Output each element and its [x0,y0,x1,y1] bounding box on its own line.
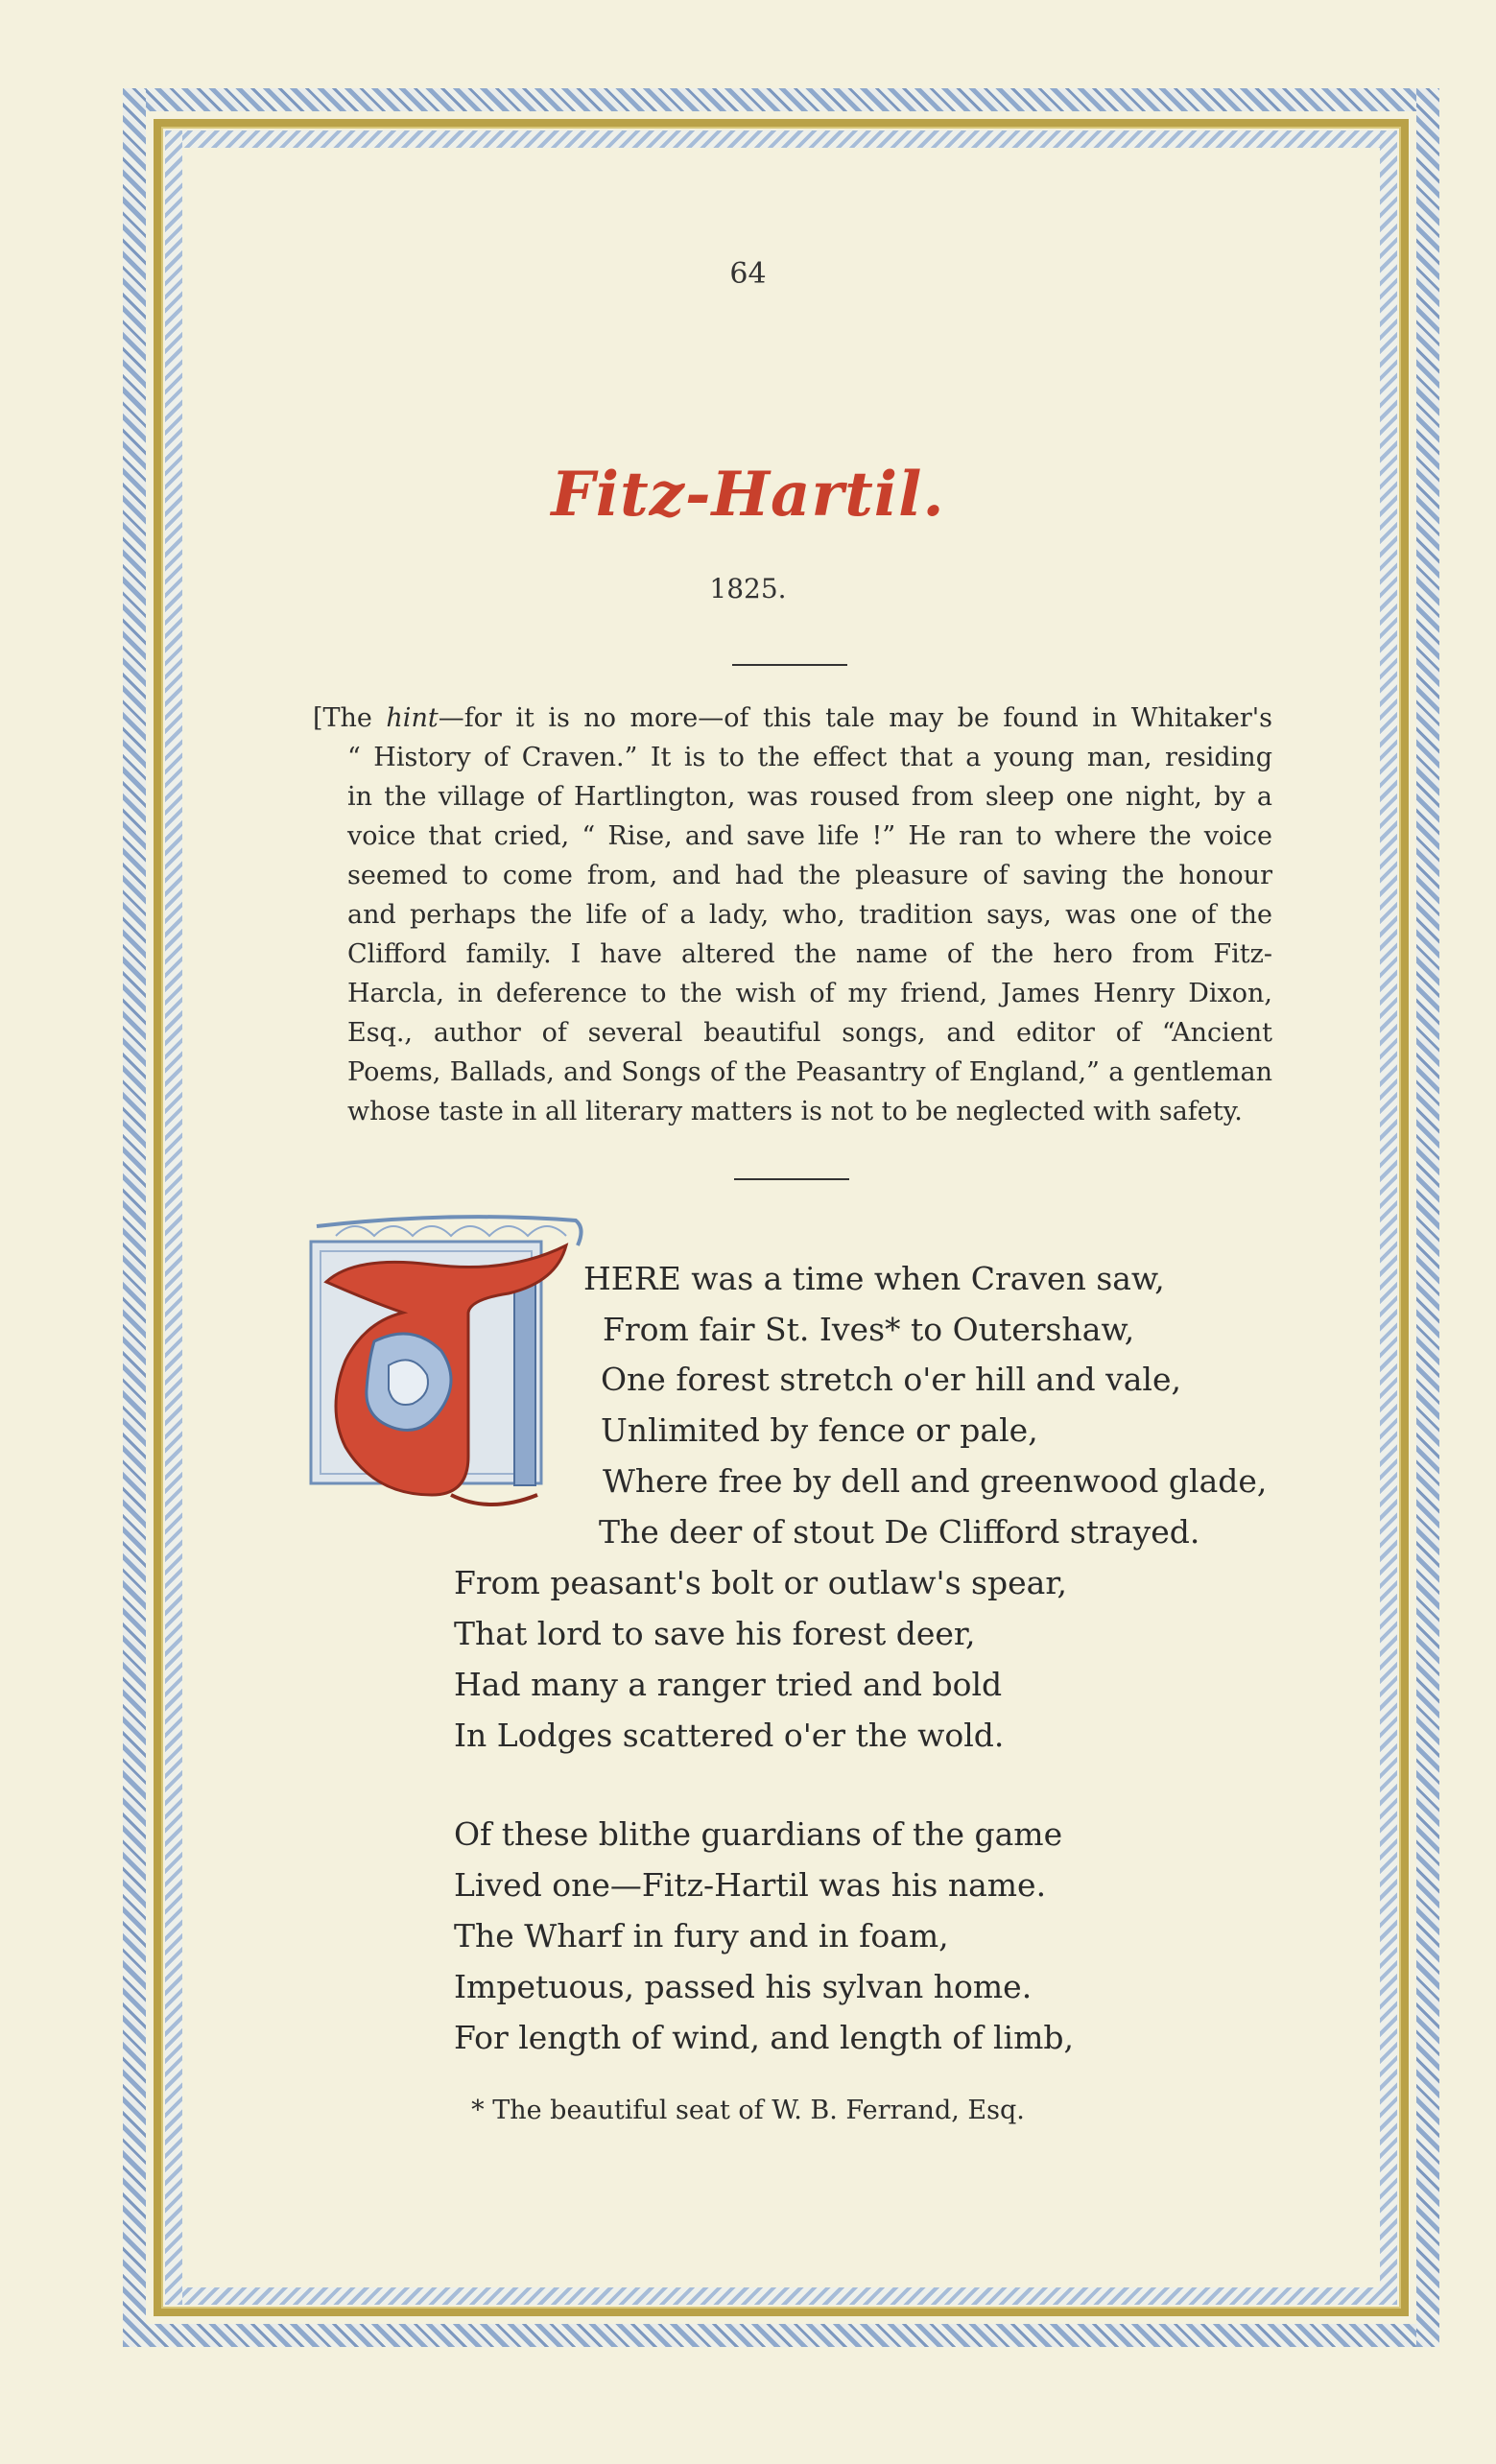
poem-title: Fitz-Hartil. [551,459,945,531]
illuminated-initial-T-icon [297,1207,595,1528]
poem-line: Of these blithe guardians of the game [454,1815,1063,1853]
intro-line: voice that cried, “ Rise, and save life !” He ran to where the voice [347,821,1272,851]
poem-line: That lord to save his forest deer, [454,1615,976,1652]
poem-line: One forest stretch o'er hill and vale, [601,1361,1181,1398]
footnote: * The beautiful seat of W. B. Ferrand, Esq. [471,2096,1025,2125]
intro-line: in the village of Hartlington, was roused from sleep one night, by a [347,782,1272,812]
border-ornament-top [123,88,1439,111]
poem-line: Unlimited by fence or pale, [601,1411,1038,1449]
poem-line: The deer of stout De Clifford strayed. [599,1513,1200,1551]
poem-line: Had many a ranger tried and bold [454,1666,1003,1703]
intro-line: and perhaps the life of a lady, who, tradition says, was one of the [347,900,1272,930]
poem-line: From fair St. Ives* to Outershaw, [603,1311,1135,1348]
poem-line: Where free by dell and greenwood glade, [603,1462,1268,1500]
border-ornament-bottom [123,2324,1439,2347]
inner-ornament-left [165,130,182,2305]
inner-ornament-bottom [165,2287,1397,2305]
poem-line: From peasant's bolt or outlaw's spear, [454,1564,1067,1601]
poem-line: HERE was a time when Craven saw, [583,1260,1165,1297]
intro-line: Esq., author of several beautiful songs, and editor of “Ancient [347,1018,1272,1048]
divider-rule [734,1178,849,1180]
divider-rule [732,664,847,666]
border-ornament-right [1416,88,1439,2347]
intro-line: Harcla, in deference to the wish of my friend, James Henry Dixon, [347,979,1272,1008]
page-number: 64 [729,257,767,291]
poem-line: For length of wind, and length of limb, [454,2019,1075,2056]
intro-line: [The hint—for it is no more—of this tale may be found in Whitaker's [313,703,1273,733]
poem-line: The Wharf in fury and in foam, [454,1917,949,1955]
intro-line: whose taste in all literary matters is not to be neglected with safety. [347,1097,1243,1126]
inner-ornament-right [1380,130,1397,2305]
poem-line: Impetuous, passed his sylvan home. [454,1968,1033,2005]
border-ornament-left [123,88,146,2347]
intro-line: “ History of Craven.” It is to the effect that a young man, residing [347,743,1272,772]
intro-line: seemed to come from, and had the pleasure of saving the honour [347,861,1272,890]
intro-line: Clifford family. I have altered the name of the hero from Fitz- [347,939,1272,969]
poem-year: 1825. [709,573,787,604]
intro-line: Poems, Ballads, and Songs of the Peasantry of England,” a gentleman [347,1057,1272,1087]
inner-ornament-top [165,130,1397,148]
poem-line: Lived one—Fitz-Hartil was his name. [454,1866,1047,1904]
intro-note [313,699,1272,1131]
poem-line: In Lodges scattered o'er the wold. [454,1717,1005,1754]
